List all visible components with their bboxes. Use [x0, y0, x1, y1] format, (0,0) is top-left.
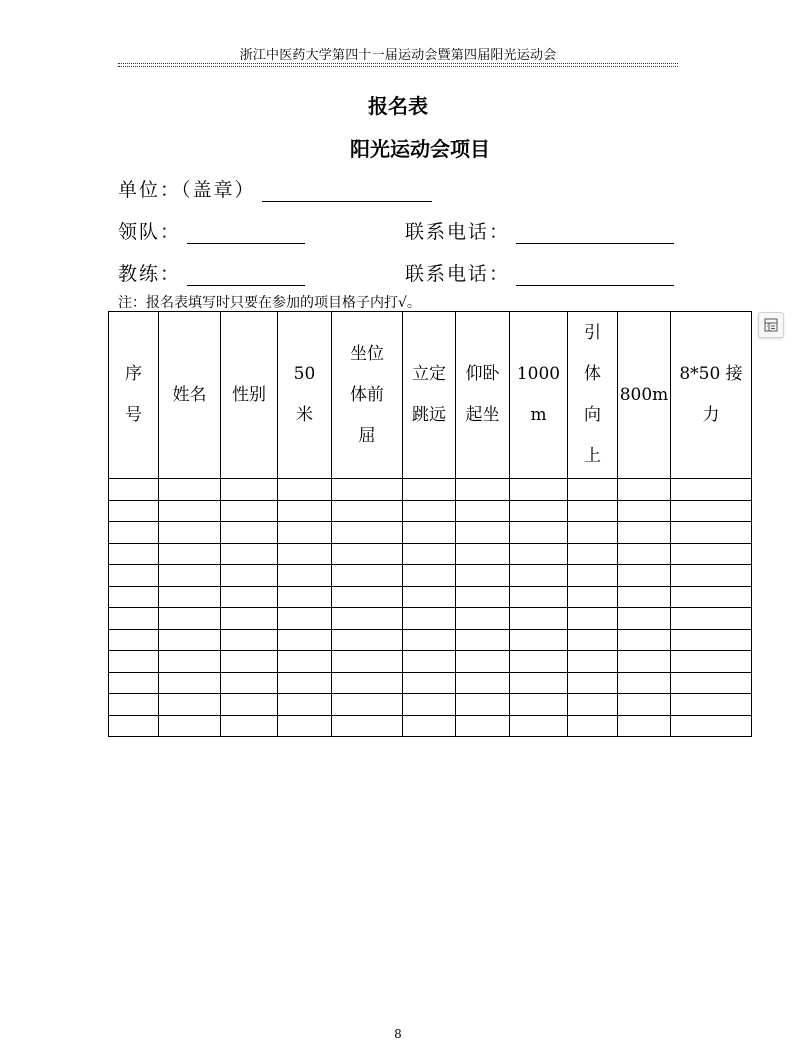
table-cell[interactable]	[332, 629, 403, 651]
table-cell[interactable]	[403, 522, 456, 544]
table-cell[interactable]	[109, 500, 159, 522]
table-cell[interactable]	[456, 543, 510, 565]
table-row	[109, 629, 752, 651]
table-cell[interactable]	[510, 586, 568, 608]
column-header	[568, 312, 618, 479]
table-cell[interactable]	[109, 586, 159, 608]
table-cell[interactable]	[618, 543, 671, 565]
phone-blank-line-2[interactable]	[516, 265, 674, 286]
table-row	[109, 500, 752, 522]
table-cell[interactable]	[221, 522, 278, 544]
table-cell[interactable]	[568, 629, 618, 651]
table-cell[interactable]	[332, 479, 403, 501]
table-row	[109, 672, 752, 694]
column-header-label: 仰卧 起坐	[465, 364, 500, 425]
table-cell[interactable]	[403, 651, 456, 673]
table-row	[109, 522, 752, 544]
form-subtitle: 阳光运动会项目	[350, 137, 490, 161]
table-cell[interactable]	[510, 543, 568, 565]
table-cell[interactable]	[618, 715, 671, 737]
table-cell[interactable]	[618, 608, 671, 630]
table-cell[interactable]	[159, 694, 221, 716]
leader-field-row	[118, 217, 305, 244]
column-header-label: 引 体 向 上	[584, 323, 601, 466]
column-header	[332, 312, 403, 479]
column-header-label: 50 米	[293, 364, 316, 425]
table-cell[interactable]	[109, 629, 159, 651]
column-header-label: 性别	[232, 384, 266, 405]
table-cell[interactable]	[510, 479, 568, 501]
table-cell[interactable]	[278, 522, 332, 544]
table-cell[interactable]	[332, 608, 403, 630]
header-divider	[118, 63, 678, 64]
column-header-label: 800m	[619, 384, 669, 405]
table-cell[interactable]	[332, 715, 403, 737]
table-cell[interactable]	[159, 479, 221, 501]
table-cell[interactable]	[332, 543, 403, 565]
table-cell[interactable]	[456, 500, 510, 522]
table-cell[interactable]	[159, 586, 221, 608]
table-cell[interactable]	[403, 586, 456, 608]
table-cell[interactable]	[568, 543, 618, 565]
table-cell[interactable]	[403, 565, 456, 587]
table-cell[interactable]	[278, 715, 332, 737]
unit-field-row	[118, 175, 432, 202]
table-cell[interactable]	[456, 629, 510, 651]
table-row	[109, 543, 752, 565]
registration-table	[108, 311, 752, 737]
column-header	[159, 312, 221, 479]
table-cell[interactable]	[109, 694, 159, 716]
table-cell[interactable]	[403, 479, 456, 501]
column-header-label: 坐位 体前 屈	[350, 343, 384, 446]
table-cell[interactable]	[403, 715, 456, 737]
coach-label: 教练：	[118, 263, 182, 285]
table-cell[interactable]	[221, 543, 278, 565]
table-cell[interactable]	[456, 586, 510, 608]
unit-blank-line[interactable]	[262, 181, 432, 202]
column-header-label: 8*50 接 力	[679, 364, 743, 425]
table-cell[interactable]	[568, 565, 618, 587]
table-cell[interactable]	[159, 651, 221, 673]
table-cell[interactable]	[221, 565, 278, 587]
table-cell[interactable]	[109, 651, 159, 673]
column-header-label: 序 号	[125, 364, 142, 425]
table-cell[interactable]	[159, 629, 221, 651]
table-cell[interactable]	[568, 715, 618, 737]
table-cell[interactable]	[456, 694, 510, 716]
phone-field-row-1	[405, 217, 674, 244]
table-cell[interactable]	[671, 586, 752, 608]
running-header: 浙江中医药大学第四十一届运动会暨第四届阳光运动会	[239, 48, 557, 63]
table-cell[interactable]	[221, 608, 278, 630]
table-cell[interactable]	[671, 608, 752, 630]
table-cell[interactable]	[109, 522, 159, 544]
table-cell[interactable]	[278, 629, 332, 651]
table-cell[interactable]	[221, 672, 278, 694]
table-row	[109, 586, 752, 608]
table-cell[interactable]	[510, 694, 568, 716]
table-cell[interactable]	[403, 608, 456, 630]
table-cell[interactable]	[671, 543, 752, 565]
table-cell[interactable]	[671, 715, 752, 737]
table-row	[109, 479, 752, 501]
table-cell[interactable]	[109, 565, 159, 587]
table-cell[interactable]	[332, 500, 403, 522]
table-cell[interactable]	[159, 608, 221, 630]
table-cell[interactable]	[332, 651, 403, 673]
column-header	[221, 312, 278, 479]
column-header-label: 1000 m	[516, 364, 561, 425]
table-row	[109, 565, 752, 587]
table-cell[interactable]	[510, 565, 568, 587]
table-cell[interactable]	[618, 522, 671, 544]
table-cell[interactable]	[618, 586, 671, 608]
table-cell[interactable]	[159, 672, 221, 694]
table-cell[interactable]	[403, 694, 456, 716]
table-cell[interactable]	[568, 694, 618, 716]
table-cell[interactable]	[618, 651, 671, 673]
table-cell[interactable]	[332, 565, 403, 587]
table-cell[interactable]	[456, 715, 510, 737]
table-cell[interactable]	[278, 608, 332, 630]
table-cell[interactable]	[510, 715, 568, 737]
unit-label: 单位：（盖章）	[118, 179, 256, 201]
table-cell[interactable]	[456, 565, 510, 587]
form-note: 注：报名表填写时只要在参加的项目格子内打√。	[118, 295, 421, 311]
table-cell[interactable]	[568, 522, 618, 544]
table-cell[interactable]	[568, 608, 618, 630]
table-cell[interactable]	[332, 672, 403, 694]
table-cell[interactable]	[671, 522, 752, 544]
table-cell[interactable]	[278, 565, 332, 587]
table-cell[interactable]	[510, 522, 568, 544]
table-cell[interactable]	[618, 479, 671, 501]
table-cell[interactable]	[510, 629, 568, 651]
table-cell[interactable]	[456, 608, 510, 630]
table-cell[interactable]	[221, 694, 278, 716]
column-header-label: 姓名	[172, 384, 207, 405]
column-header	[510, 312, 568, 479]
table-row	[109, 608, 752, 630]
column-header-label: 立定 跳远	[412, 364, 446, 425]
table-cell[interactable]	[332, 694, 403, 716]
table-header-row	[109, 312, 752, 479]
table-cell[interactable]	[278, 543, 332, 565]
table-cell[interactable]	[403, 500, 456, 522]
column-header	[456, 312, 510, 479]
table-cell[interactable]	[221, 651, 278, 673]
table-cell[interactable]	[109, 672, 159, 694]
column-header	[278, 312, 332, 479]
page-number: 8	[394, 1027, 402, 1041]
table-cell[interactable]	[278, 694, 332, 716]
table-cell[interactable]	[403, 543, 456, 565]
table-cell[interactable]	[456, 479, 510, 501]
table-cell[interactable]	[456, 672, 510, 694]
table-row	[109, 715, 752, 737]
table-cell[interactable]	[510, 608, 568, 630]
column-header	[618, 312, 671, 479]
table-cell[interactable]	[109, 543, 159, 565]
column-header	[403, 312, 456, 479]
table-cell[interactable]	[109, 479, 159, 501]
table-cell[interactable]	[510, 651, 568, 673]
table-cell[interactable]	[159, 500, 221, 522]
table-cell[interactable]	[109, 715, 159, 737]
header-divider-secondary	[118, 66, 678, 67]
table-cell[interactable]	[159, 715, 221, 737]
table-cell[interactable]	[568, 586, 618, 608]
table-cell[interactable]	[510, 500, 568, 522]
table-cell[interactable]	[403, 672, 456, 694]
table-cell[interactable]	[109, 608, 159, 630]
table-cell[interactable]	[568, 500, 618, 522]
table-row	[109, 651, 752, 673]
table-cell[interactable]	[671, 629, 752, 651]
layout-icon[interactable]	[758, 312, 784, 338]
table-cell[interactable]	[278, 586, 332, 608]
table-cell[interactable]	[568, 651, 618, 673]
phone-blank-line-1[interactable]	[516, 223, 674, 244]
table-cell[interactable]	[159, 522, 221, 544]
table-cell[interactable]	[618, 565, 671, 587]
table-cell[interactable]	[221, 715, 278, 737]
table-cell[interactable]	[221, 586, 278, 608]
table-cell[interactable]	[332, 586, 403, 608]
table-cell[interactable]	[671, 479, 752, 501]
table-cell[interactable]	[671, 565, 752, 587]
table-cell[interactable]	[618, 694, 671, 716]
table-cell[interactable]	[278, 672, 332, 694]
table-cell[interactable]	[456, 522, 510, 544]
coach-field-row	[118, 259, 305, 286]
table-cell[interactable]	[618, 672, 671, 694]
table-cell[interactable]	[221, 629, 278, 651]
column-header	[671, 312, 752, 479]
table-cell[interactable]	[278, 651, 332, 673]
table-cell[interactable]	[568, 672, 618, 694]
table-cell[interactable]	[568, 479, 618, 501]
table-body	[109, 479, 752, 737]
table-cell[interactable]	[159, 565, 221, 587]
table-cell[interactable]	[221, 500, 278, 522]
table-cell[interactable]	[159, 543, 221, 565]
table-cell[interactable]	[510, 672, 568, 694]
layout-icon-glyph	[764, 318, 778, 332]
form-title: 报名表	[368, 94, 428, 118]
phone-label-2: 联系电话：	[405, 263, 511, 285]
table-cell[interactable]	[671, 651, 752, 673]
table-row	[109, 694, 752, 716]
table-cell[interactable]	[618, 500, 671, 522]
table-cell[interactable]	[671, 672, 752, 694]
table-cell[interactable]	[278, 479, 332, 501]
column-header	[109, 312, 159, 479]
table-cell[interactable]	[403, 629, 456, 651]
leader-blank-line[interactable]	[187, 223, 305, 244]
table-cell[interactable]	[456, 651, 510, 673]
phone-label-1: 联系电话：	[405, 221, 511, 243]
table-cell[interactable]	[278, 500, 332, 522]
table-cell[interactable]	[671, 694, 752, 716]
table-cell[interactable]	[618, 629, 671, 651]
table-cell[interactable]	[671, 500, 752, 522]
coach-blank-line[interactable]	[187, 265, 305, 286]
leader-label: 领队：	[118, 221, 182, 243]
phone-field-row-2	[405, 259, 674, 286]
table-cell[interactable]	[221, 479, 278, 501]
table-cell[interactable]	[332, 522, 403, 544]
